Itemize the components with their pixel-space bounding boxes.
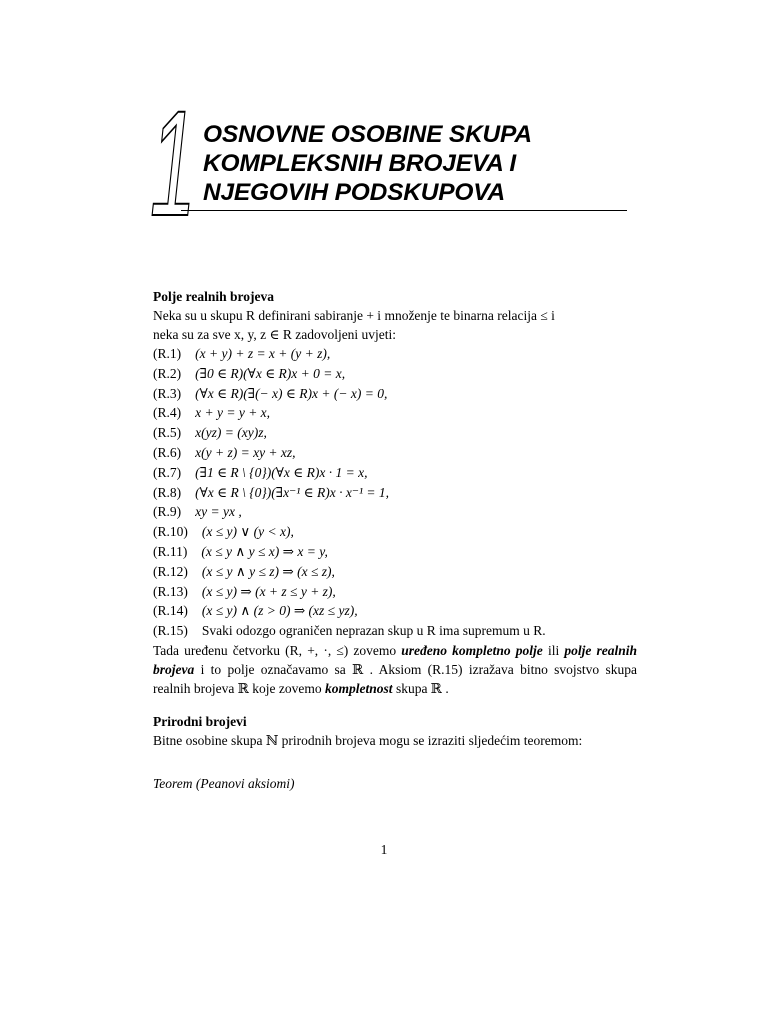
axiom-item [153,423,637,443]
axiom-label: (R.2) [153,365,182,381]
axiom-item [153,502,637,522]
axiom-label: (R.9) [153,504,182,520]
axiom-label: (R.6) [153,444,182,460]
axiom-formula: x(yz) = (xy)z, [195,425,267,441]
chapter-title-line: KOMPLEKSNIH BROJEVA I [203,150,516,177]
axiom-formula: (∀x ∈ R)(∃(− x) ∈ R)x + (− x) = 0, [195,385,388,401]
axiom-item [153,443,637,463]
emphasis-term: polje realnih brojeva [153,642,638,677]
axiom-item [153,403,637,423]
axiom-label: (R.4) [153,405,182,421]
chapter-title [203,120,532,207]
paragraph-text: i to polje označavamo sa ℝ . Aksiom (R.15) izražava bitno svojstvo skupa realnih brojeva ℝ koje zovemo [153,661,637,696]
axiom-item [153,384,637,404]
axiom-formula: xy = yx , [195,504,242,520]
axiom-formula: (x ≤ y ∧ y ≤ x) ⇒ x = y, [201,543,328,559]
axiom-item [153,483,637,503]
axiom-formula: x(y + z) = xy + xz, [195,444,296,460]
axiom-label: (R.15) [153,623,188,639]
emphasis-term: uređeno kompletno polje [401,642,543,658]
axiom-formula: (x ≤ y ∧ y ≤ z) ⇒ (x ≤ z), [201,563,335,579]
axiom-formula: (x ≤ y) ∧ (z > 0) ⇒ (xz ≤ yz), [201,603,358,619]
axiom-label: (R.5) [153,425,182,441]
axiom-item [153,522,637,542]
axiom-formula: x + y = y + x, [195,405,271,421]
section-text: Bitne osobine skupa ℕ prirodnih brojeva mogu se izraziti sljedećim teoremom: [153,732,583,748]
section-intro [153,306,637,344]
paragraph-text: Tada uređenu četvorku (R, +, ·, ≤) zovemo [153,642,402,658]
axiom-label: (R.11) [153,543,188,559]
axiom-formula: (∃1 ∈ R \ {0})(∀x ∈ R)x · 1 = x, [195,464,368,480]
section-heading-real-field: Polje realnih brojeva [153,289,274,304]
chapter-title-line: NJEGOVIH PODSKUPOVA [203,179,506,206]
axiom-label: (R.12) [153,563,188,579]
axiom-label: (R.8) [153,484,182,500]
axiom-label: (R.1) [153,346,182,361]
axiom-label: (R.13) [153,583,188,599]
axiom-formula: (x ≤ y) ∨ (y < x), [201,524,294,540]
page-number: 1 [380,842,388,857]
page-content [153,287,637,793]
axiom-formula: (x ≤ y) ⇒ (x + z ≤ y + z), [201,583,336,599]
axiom-label: (R.14) [153,603,188,619]
axiom-label: (R.10) [153,524,188,540]
axiom-text: Svaki odozgo ograničen neprazan skup u R ima supremum u R. [201,623,546,639]
axiom-item [153,582,637,602]
paragraph-text: ili [542,642,565,658]
definition-paragraph [153,641,637,698]
axiom-item [153,463,637,483]
intro-line: neka su za sve x, y, z ∈ R zadovoljeni uvjeti: [153,327,397,342]
theorem-title: Teorem (Peanovi aksiomi) [153,775,295,791]
axiom-formula: (∀x ∈ R \ {0})(∃x⁻¹ ∈ R)x · x⁻¹ = 1, [195,484,390,500]
axiom-item [153,601,637,621]
section-heading-natural-numbers: Prirodni brojevi [153,713,247,729]
chapter-title-line: OSNOVNE OSOBINE SKUPA [203,121,532,148]
intro-line: Neka su u skupu R definirani sabiranje + i množenje te binarna relacija ≤ i [153,308,555,323]
axiom-item [153,344,637,364]
axiom-list [153,344,637,621]
chapter-number: 1 [150,79,196,247]
paragraph-text: skupa ℝ . [392,680,449,696]
spacer [153,698,637,712]
axiom-item [153,542,637,562]
title-underline [181,210,627,211]
axiom-formula: (x + y) + z = x + (y + z), [195,346,331,361]
axiom-item [153,364,637,384]
axiom-label: (R.7) [153,464,182,480]
axiom-label: (R.3) [153,385,182,401]
axiom-item [153,562,637,582]
axiom-item [153,621,637,641]
emphasis-term: kompletnost [325,680,393,696]
axiom-formula: (∃0 ∈ R)(∀x ∈ R)x + 0 = x, [195,365,346,381]
